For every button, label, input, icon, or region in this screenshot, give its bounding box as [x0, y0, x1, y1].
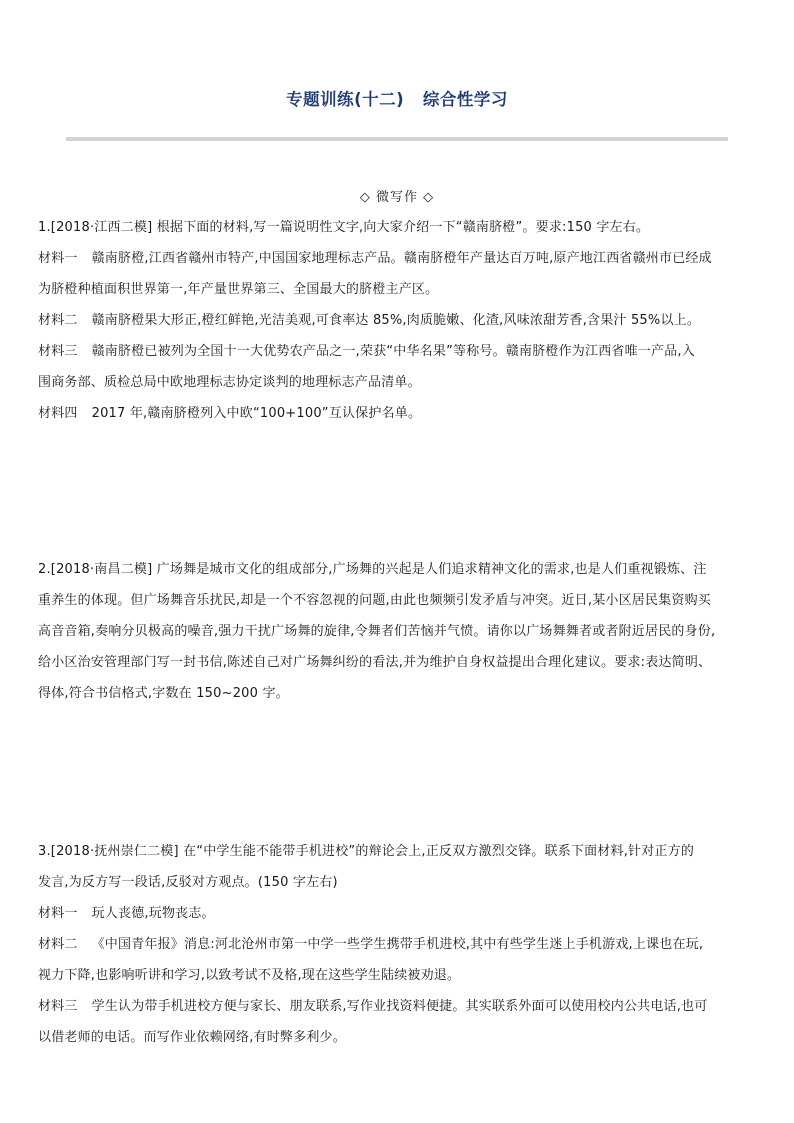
material-label: 材料三	[38, 999, 78, 1014]
question-2	[38, 554, 760, 709]
q3-material-2-cont: 视力下降,也影响听讲和学习,以致考试不及格,现在这些学生陆续被劝退。	[38, 968, 461, 983]
material-label: 材料三	[38, 344, 78, 359]
material-text: 学生认为带手机进校方便与家长、朋友联系,写作业找资料便捷。其实联系外面可以使用校内公共电话,也可	[91, 999, 708, 1014]
q2-line: 高音音箱,奏响分贝极高的噪音,强力干扰广场舞的旋律,令舞者们苦恼并气愤。请你以广场舞舞者或者附近居民的身份,	[38, 624, 716, 639]
q1-material-2	[38, 305, 760, 336]
material-label: 材料二	[38, 313, 78, 328]
material-text: 赣南脐橙果大形正,橙红鲜艳,光洁美观,可食率达 85%,肉质脆嫩、化渣,风味浓甜芳香,含果汁 55%以上。	[91, 313, 701, 328]
question-3	[38, 836, 760, 1053]
material-text: 2017 年,赣南脐橙列入中欧“100+100”互认保护名单。	[91, 406, 422, 421]
q3-material-3	[38, 991, 760, 1022]
material-text: 赣南脐橙已被列为全国十一大优势农产品之一,荣获“中华名果”等称号。赣南脐橙作为江西省唯一产品,入	[91, 344, 695, 359]
material-text: 《中国青年报》消息:河北沧州市第一中学一些学生携带手机进校,其中有些学生迷上手机游戏,上课也在玩,	[91, 937, 704, 952]
material-label: 材料一	[38, 906, 78, 921]
q2-line: 重养生的体现。但广场舞音乐扰民,却是一个不容忽视的问题,由此也频频引发矛盾与冲突。近日,某小区居民集资购买	[38, 593, 711, 608]
section-heading: ◇ 微写作 ◇	[359, 190, 435, 205]
q2-line: 给小区治安管理部门写一封书信,陈述自己对广场舞纠纷的看法,并为维护自身权益提出合理化建议。要求:表达简明、	[38, 655, 712, 670]
title-divider	[66, 137, 728, 141]
q1-material-1	[38, 243, 760, 274]
question-1-prompt: 1.[2018·江西二模] 根据下面的材料,写一篇说明性文字,向大家介绍一下“赣南脐橙”。要求:150 字左右。	[38, 220, 650, 235]
q3-material-2	[38, 929, 760, 960]
material-text: 玩人丧德,玩物丧志。	[91, 906, 215, 921]
page-title: 专题训练(十二) 综合性学习	[286, 90, 508, 109]
q2-line: 2.[2018·南昌二模] 广场舞是城市文化的组成部分,广场舞的兴起是人们追求精神文化的需求,也是人们重视锻炼、注	[38, 562, 707, 577]
material-label: 材料一	[38, 251, 78, 266]
material-text: 赣南脐橙,江西省赣州市特产,中国国家地理标志产品。赣南脐橙年产量达百万吨,原产地江西省赣州市已经成	[91, 251, 712, 266]
material-label: 材料二	[38, 937, 78, 952]
q1-material-3	[38, 336, 760, 367]
q2-line: 得体,符合书信格式,字数在 150~200 字。	[38, 686, 289, 701]
q3-material-3-cont: 以借老师的电话。而写作业依赖网络,有时弊多利少。	[38, 1030, 346, 1045]
q3-material-1	[38, 898, 760, 929]
q3-line: 3.[2018·抚州崇仁二模] 在“中学生能不能带手机进校”的辩论会上,正反双方激烈交锋。联系下面材料,针对正方的	[38, 844, 695, 859]
question-1	[38, 212, 760, 429]
q1-material-4	[38, 398, 760, 429]
q1-material-3-cont: 围商务部、质检总局中欧地理标志协定谈判的地理标志产品清单。	[38, 375, 421, 390]
material-label: 材料四	[38, 406, 78, 421]
q1-material-1-cont: 为脐橙种植面积世界第一,年产量世界第三、全国最大的脐橙主产区。	[38, 282, 439, 297]
q3-line: 发言,为反方写一段话,反驳对方观点。(150 字左右)	[38, 875, 338, 890]
